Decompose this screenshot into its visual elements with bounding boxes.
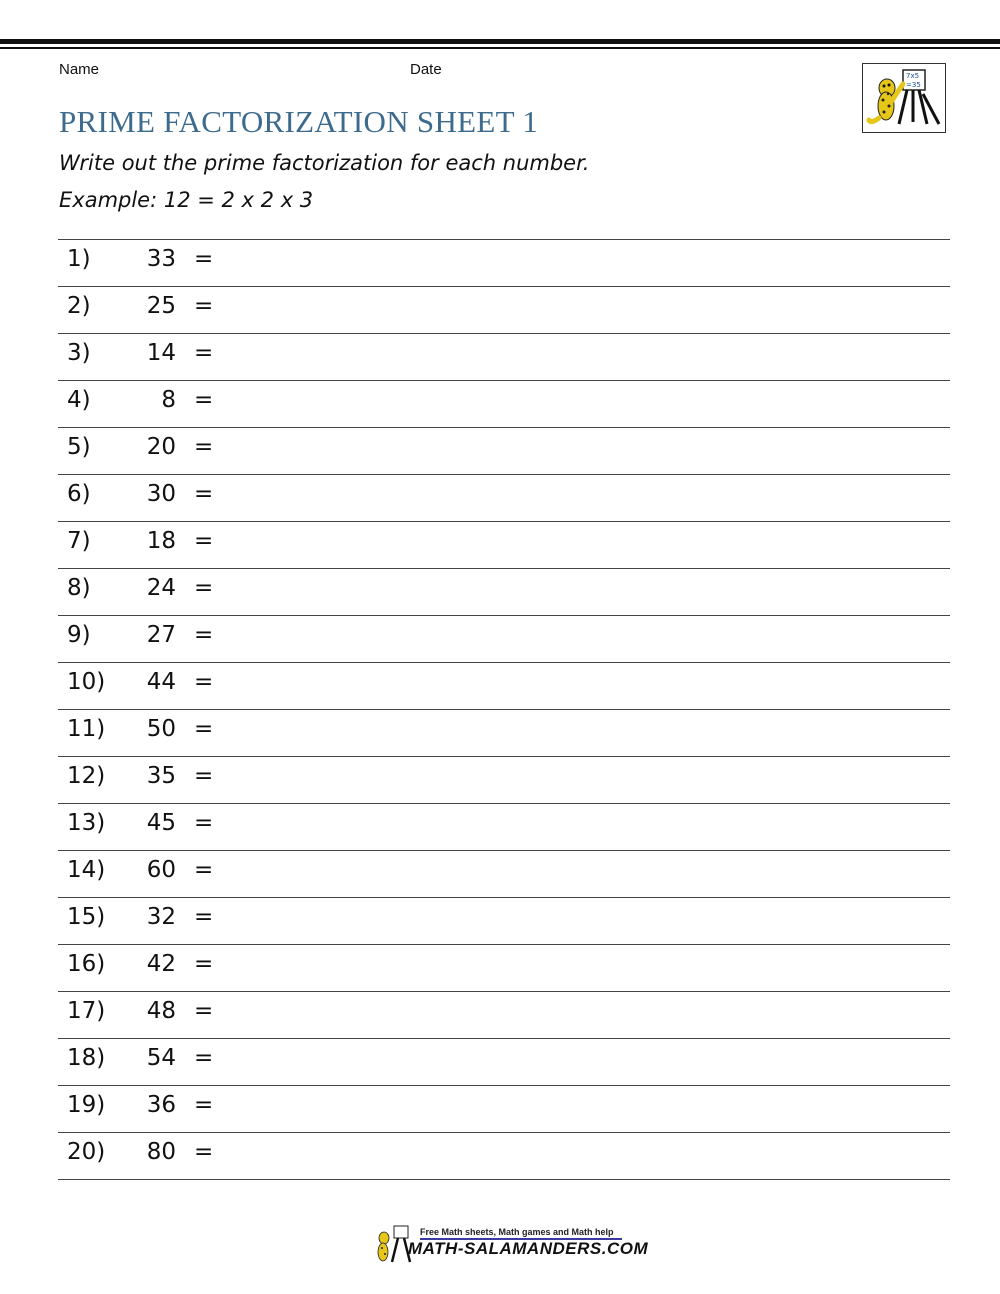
problem-number: 4) xyxy=(67,387,91,413)
problem-value: 42 xyxy=(146,951,176,977)
problem-number: 3) xyxy=(67,340,91,366)
equals-sign: = xyxy=(194,857,214,883)
equals-sign: = xyxy=(194,1092,214,1118)
equals-sign: = xyxy=(194,763,214,789)
top-rule-thick xyxy=(0,39,1000,44)
problem-row xyxy=(58,709,950,756)
problem-row xyxy=(58,803,950,850)
problem-value: 32 xyxy=(146,904,176,930)
problem-value: 80 xyxy=(146,1139,176,1165)
problem-row xyxy=(58,1038,950,1085)
problem-row xyxy=(58,850,950,897)
equals-sign: = xyxy=(194,246,214,272)
example-text: Example: 12 = 2 x 2 x 3 xyxy=(59,188,314,212)
problem-number: 12) xyxy=(67,763,106,789)
top-rule-thin xyxy=(0,47,1000,49)
problem-number: 9) xyxy=(67,622,91,648)
page-title: PRIME FACTORIZATION SHEET 1 xyxy=(59,104,539,139)
problem-list xyxy=(58,239,950,1180)
problem-value: 25 xyxy=(146,293,176,319)
equals-sign: = xyxy=(194,998,214,1024)
problem-number: 10) xyxy=(67,669,106,695)
salamander-logo-icon xyxy=(862,63,946,133)
problem-number: 15) xyxy=(67,904,106,930)
problem-row xyxy=(58,615,950,662)
equals-sign: = xyxy=(194,669,214,695)
problem-number: 8) xyxy=(67,575,91,601)
equals-sign: = xyxy=(194,622,214,648)
footer-logo xyxy=(372,1224,649,1268)
problem-number: 17) xyxy=(67,998,106,1024)
equals-sign: = xyxy=(194,716,214,742)
problem-value: 45 xyxy=(146,810,176,836)
problem-value: 50 xyxy=(146,716,176,742)
problem-number: 6) xyxy=(67,481,91,507)
equals-sign: = xyxy=(194,904,214,930)
problem-row xyxy=(58,286,950,333)
equals-sign: = xyxy=(194,340,214,366)
footer-site-link[interactable]: MATH-SALAMANDERS.COM xyxy=(408,1239,649,1258)
problem-value: 36 xyxy=(146,1092,176,1118)
problem-number: 1) xyxy=(67,246,91,272)
problem-number: 2) xyxy=(67,293,91,319)
problem-row xyxy=(58,897,950,944)
problem-row xyxy=(58,1132,950,1180)
problem-number: 18) xyxy=(67,1045,106,1071)
logo-board-top: 7x5 xyxy=(906,72,920,80)
equals-sign: = xyxy=(194,810,214,836)
problem-row xyxy=(58,521,950,568)
problem-row xyxy=(58,568,950,615)
problem-value: 35 xyxy=(146,763,176,789)
problem-value: 60 xyxy=(146,857,176,883)
problem-value: 14 xyxy=(146,340,176,366)
date-label: Date xyxy=(410,61,442,78)
problem-number: 16) xyxy=(67,951,106,977)
problem-value: 27 xyxy=(146,622,176,648)
problem-row xyxy=(58,662,950,709)
problem-row xyxy=(58,380,950,427)
equals-sign: = xyxy=(194,575,214,601)
equals-sign: = xyxy=(194,1045,214,1071)
name-label: Name xyxy=(59,61,100,78)
problem-row xyxy=(58,991,950,1038)
problem-value: 48 xyxy=(146,998,176,1024)
problem-number: 20) xyxy=(67,1139,106,1165)
problem-value: 44 xyxy=(146,669,176,695)
footer-tagline: Free Math sheets, Math games and Math help xyxy=(420,1227,614,1237)
problem-row xyxy=(58,756,950,803)
instruction-text: Write out the prime factorization for each number. xyxy=(59,151,590,175)
problem-number: 14) xyxy=(67,857,106,883)
problem-value: 18 xyxy=(146,528,176,554)
problem-value: 24 xyxy=(146,575,176,601)
problem-row xyxy=(58,474,950,521)
equals-sign: = xyxy=(194,434,214,460)
problem-number: 19) xyxy=(67,1092,106,1118)
equals-sign: = xyxy=(194,387,214,413)
problem-value: 8 xyxy=(161,387,176,413)
problem-number: 11) xyxy=(67,716,106,742)
problem-value: 30 xyxy=(146,481,176,507)
problem-number: 7) xyxy=(67,528,91,554)
problem-value: 54 xyxy=(146,1045,176,1071)
equals-sign: = xyxy=(194,951,214,977)
equals-sign: = xyxy=(194,528,214,554)
problem-value: 33 xyxy=(146,246,176,272)
problem-row xyxy=(58,1085,950,1132)
equals-sign: = xyxy=(194,481,214,507)
equals-sign: = xyxy=(194,293,214,319)
problem-number: 13) xyxy=(67,810,106,836)
logo-board-bottom: =35 xyxy=(906,81,921,89)
problem-row xyxy=(58,427,950,474)
problem-row xyxy=(58,944,950,991)
problem-number: 5) xyxy=(67,434,91,460)
problem-row xyxy=(58,239,950,286)
problem-value: 20 xyxy=(146,434,176,460)
problem-row xyxy=(58,333,950,380)
equals-sign: = xyxy=(194,1139,214,1165)
